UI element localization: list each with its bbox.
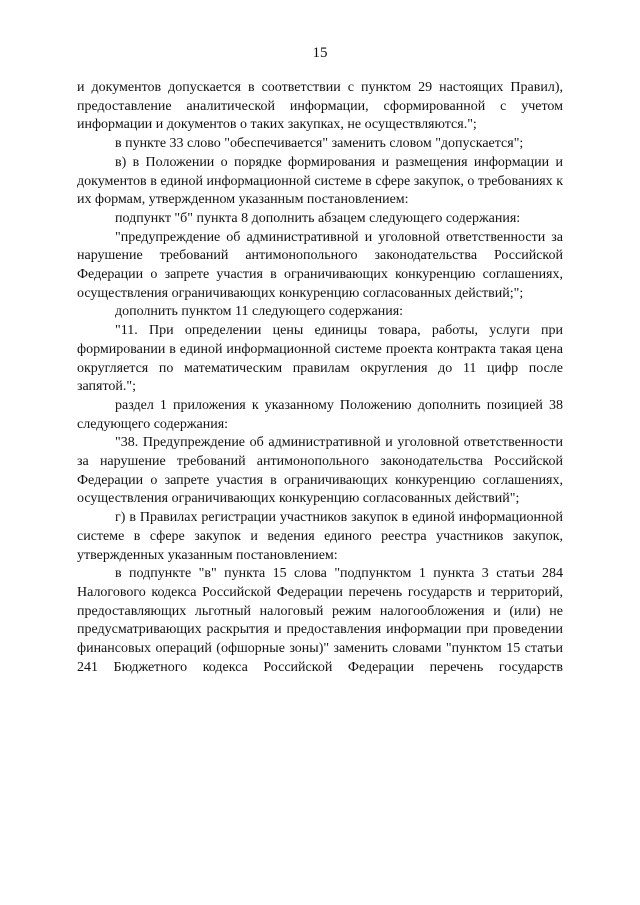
paragraph-1: и документов допускается в соответствии с пунктом 29 настоящих Правил), предоставление аналитической информации, сформированной с учетом информации и документов о таких закупках, не осуществляются."; bbox=[77, 80, 563, 133]
paragraph-8: раздел 1 приложения к указанному Положению дополнить позицией 38 следующего содержания: bbox=[77, 397, 563, 432]
paragraph-2: в пункте 33 слово "обеспечивается" заменить словом "допускается"; bbox=[115, 136, 524, 152]
paragraph-7: "11. При определении цены единицы товара, работы, услуги при формировании в единой информационной системе проекта контракта такая цена округляется по математическим правилам округления до 11 цифр после запятой."; bbox=[77, 323, 563, 395]
paragraph-4: подпункт "б" пункта 8 дополнить абзацем следующего содержания: bbox=[115, 210, 521, 226]
paragraph-9: "38. Предупреждение об административной и уголовной ответственности за нарушение требований антимонопольного законодательства Российской Федерации о запрете участия в ограничивающих конкуренцию соглашениях, осуществления ограничивающих конкуренцию согласованных действий"; bbox=[77, 435, 563, 507]
paragraph-11: в подпункте "в" пункта 15 слова "подпунктом 1 пункта 3 статьи 284 Налогового кодекса Российской Федерации перечень государств и территорий, предоставляющих льготный налоговый режим налогообложения и (или) не предусматривающих раскрытия и предоставления информации при проведении финансовых операций (офшорные зоны)" заменить словами "пунктом 15 статьи 241 Бюджетного кодекса Российской Федерации перечень государств bbox=[77, 566, 563, 675]
paragraph-6: дополнить пунктом 11 следующего содержания: bbox=[115, 304, 404, 320]
paragraph-5: "предупреждение об административной и уголовной ответственности за нарушение требований антимонопольного законодательства Российской Федерации о запрете участия в ограничивающих конкуренцию соглашениях, осуществления ограничивающих конкуренцию согласованных действий;"; bbox=[77, 229, 563, 301]
document-body bbox=[77, 79, 563, 678]
page-number: 15 bbox=[312, 45, 328, 61]
paragraph-10: г) в Правилах регистрации участников закупок в единой информационной системе в сфере закупок и ведения единого реестра участников закупок, утвержденных указанным постановлением: bbox=[77, 510, 563, 563]
paragraph-3: в) в Положении о порядке формирования и размещения информации и документов в единой информационной системе в сфере закупок, о требованиях к их формам, утвержденном указанным постановлением: bbox=[77, 154, 563, 208]
